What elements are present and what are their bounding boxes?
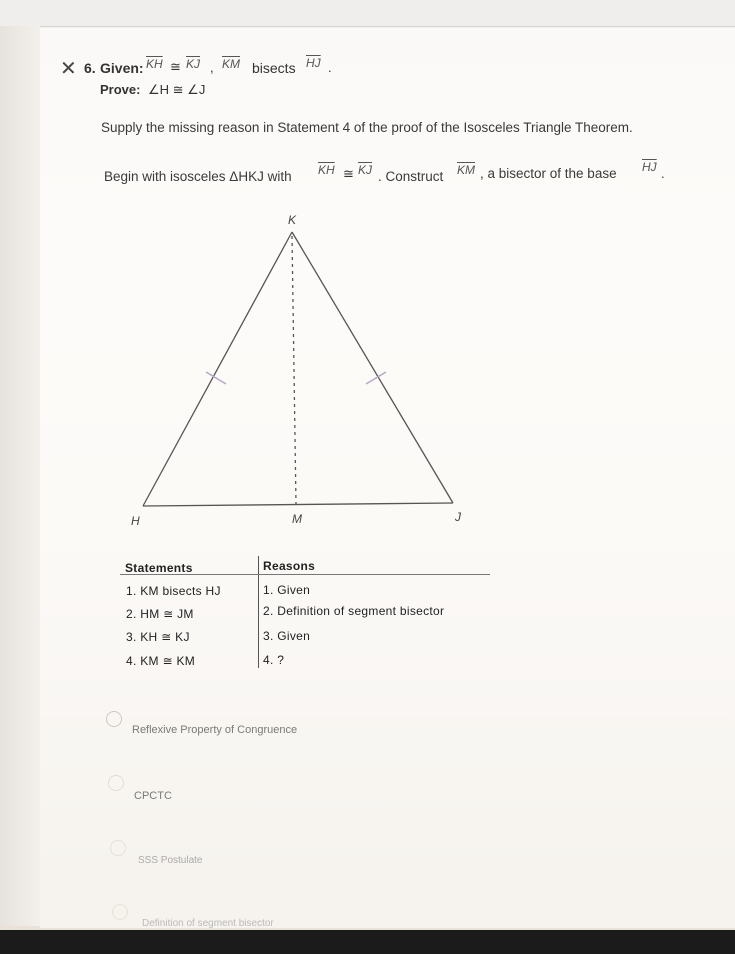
- choice-1-label[interactable]: Reflexive Property of Congruence: [132, 724, 298, 736]
- reason-1: 1. Given: [263, 583, 311, 597]
- prove-text: ∠H ≅ ∠J: [148, 82, 206, 97]
- statements-header: Statements: [125, 561, 193, 575]
- given-cong: ≅: [170, 59, 181, 74]
- bottom-bar: [0, 930, 735, 954]
- given-seg-hj: $\overline{HJ}$: [306, 56, 321, 70]
- vertex-m-label: M: [292, 512, 302, 526]
- choice-1-radio[interactable]: [106, 711, 122, 727]
- begin-cong: ≅: [343, 166, 354, 181]
- reason-3: 3. Given: [263, 629, 311, 643]
- reason-2: 2. Definition of segment bisector: [263, 604, 445, 618]
- choice-3-label[interactable]: SSS Postulate: [138, 855, 203, 866]
- given-seg-kh: $\overline{KH}$: [146, 57, 163, 71]
- construct-text: . Construct: [378, 169, 444, 184]
- segment-kh: [143, 232, 292, 506]
- choice-3-radio[interactable]: [110, 840, 126, 856]
- base-seg-hj: $\overline{HJ}$: [642, 160, 657, 174]
- given-period: .: [328, 60, 332, 75]
- given-seg-km: $\overline{KM}$: [222, 57, 240, 71]
- reason-4: 4. ?: [263, 653, 285, 667]
- statement-3: 3. KH ≅ KJ: [126, 630, 190, 644]
- segment-kj: [292, 232, 453, 503]
- vertex-k-label: K: [288, 213, 297, 227]
- segment-km: [292, 236, 296, 504]
- begin-seg-kj: $\overline{KJ}$: [358, 163, 373, 177]
- segment-hj: [143, 503, 453, 506]
- statement-1: 1. KM bisects HJ: [126, 584, 221, 598]
- begin-seg-kh: $\overline{KH}$: [318, 163, 335, 177]
- instruction-text: Supply the missing reason in Statement 4 of the proof of the Isosceles Triangle Theorem.: [101, 120, 633, 135]
- reasons-header: Reasons: [263, 559, 316, 573]
- x-icon: ✕: [60, 58, 77, 80]
- bisector-text: , a bisector of the base: [480, 166, 617, 181]
- given-bisects: bisects: [252, 60, 296, 76]
- given-comma: ,: [210, 60, 214, 75]
- construct-seg-km: $\overline{KM}$: [457, 163, 475, 177]
- tick-mark-kh: [206, 372, 226, 384]
- vertex-j-label: J: [455, 510, 461, 524]
- question-number: 6.: [84, 60, 96, 76]
- table-divider-vertical: [258, 556, 259, 668]
- choice-4-radio[interactable]: [112, 904, 128, 920]
- choice-2-radio[interactable]: [108, 775, 124, 791]
- prove-label: Prove:: [100, 82, 141, 97]
- statement-4: 4. KM ≅ KM: [126, 654, 196, 668]
- statement-2: 2. HM ≅ JM: [126, 607, 194, 621]
- end-period: .: [661, 166, 665, 181]
- begin-text: Begin with isosceles ΔHKJ with: [104, 169, 292, 184]
- choice-4-label[interactable]: Definition of segment bisector: [142, 918, 274, 929]
- given-seg-kj: $\overline{KJ}$: [186, 57, 201, 71]
- given-label: Given:: [100, 60, 144, 76]
- vertex-h-label: H: [131, 514, 140, 528]
- choice-2-label[interactable]: CPCTC: [134, 790, 172, 802]
